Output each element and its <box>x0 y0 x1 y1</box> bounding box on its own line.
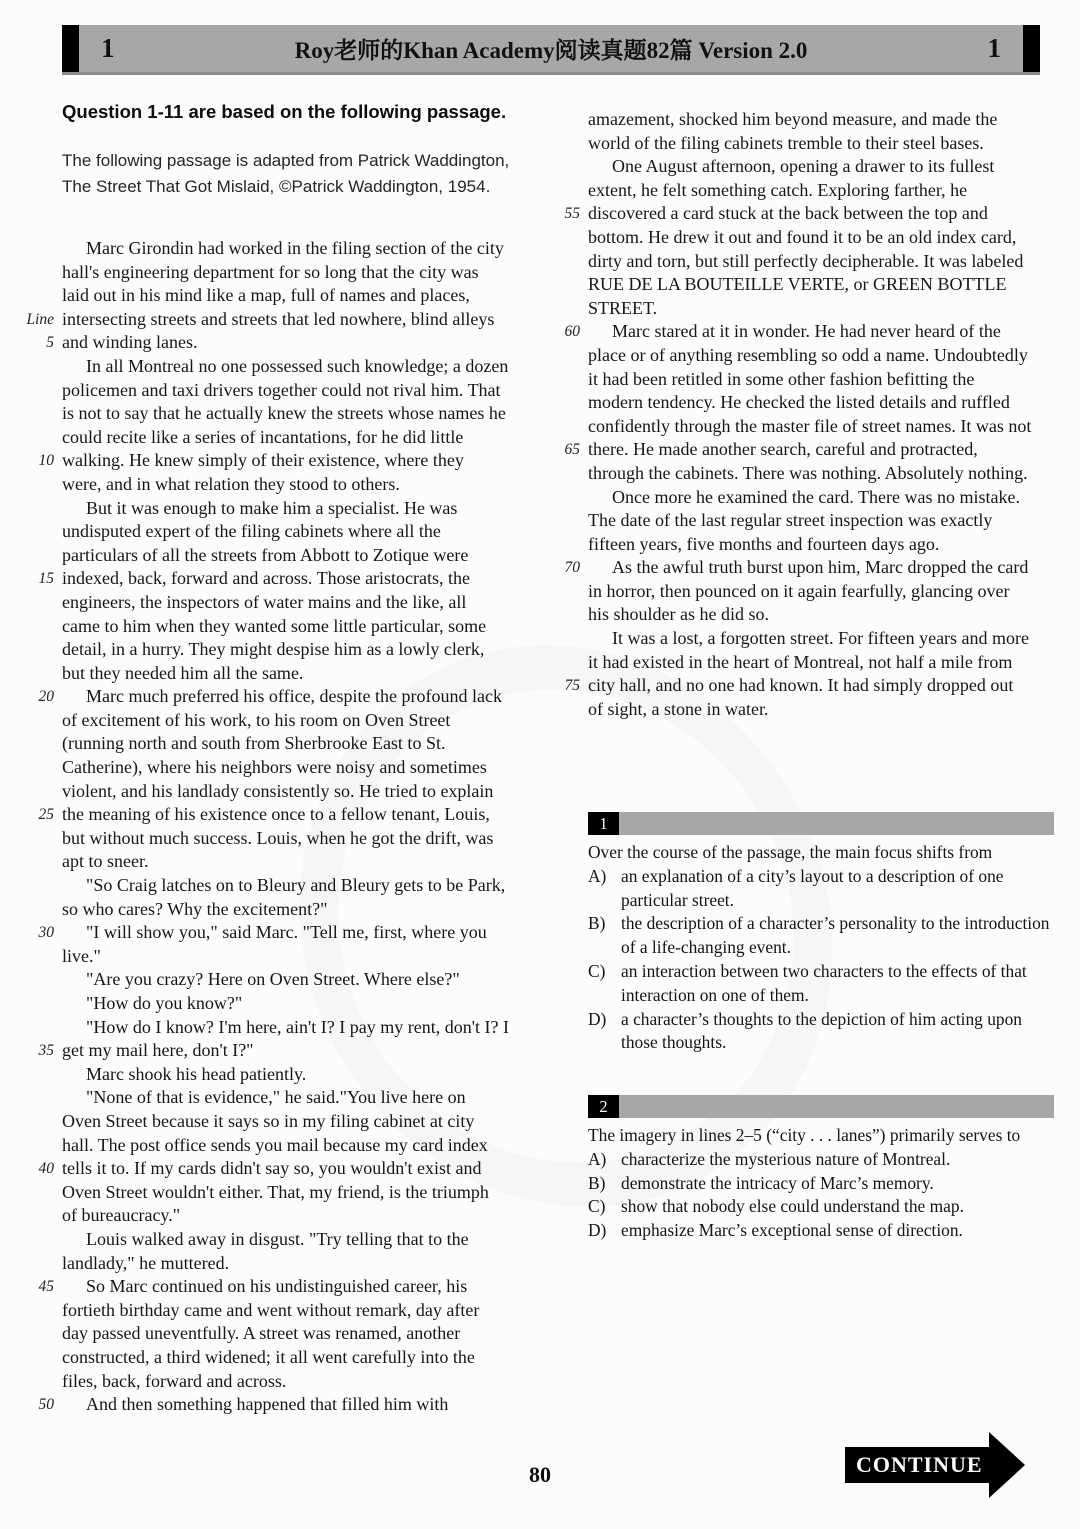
page-header <box>62 25 1040 75</box>
question-2 <box>588 1095 1054 1243</box>
passage-line-text: live." <box>62 945 101 966</box>
passage-line <box>62 1228 546 1252</box>
passage-line-text: RUE DE LA BOUTEILLE VERTE, or GREEN BOTTLE <box>588 274 1007 295</box>
passage-line-text: it had been retitled in some other fashion befitting the <box>588 368 975 389</box>
passage-line <box>62 1204 546 1228</box>
line-number: 70 <box>564 559 580 577</box>
passage-line-text: of excitement of his work, to his room on Oven Street <box>62 709 451 730</box>
passage-line-text: came to him when they wanted some little particular, some <box>62 615 487 636</box>
choice-text: characterize the mysterious nature of Montreal. <box>621 1148 951 1169</box>
passage-line <box>62 638 546 662</box>
passage-line-text: but they needed him all the same. <box>62 662 304 683</box>
passage-line-text: tells it to. If my cards didn't say so, you wouldn't exist and <box>62 1158 482 1179</box>
passage-line-text: files, back, forward and across. <box>62 1370 287 1391</box>
line-number: 40 <box>38 1160 54 1178</box>
passage-line-text: laid out in his mind like a map, full of names and places, <box>62 285 470 306</box>
passage-line-text: extent, he felt something catch. Exploring farther, he <box>588 179 968 200</box>
line-number: Line <box>26 310 54 328</box>
header-title: Roy老师的Khan Academy阅读真题82篇 Version 2.0 <box>294 38 808 63</box>
passage-line <box>564 320 1066 344</box>
passage-line-text: hall. The post office sends you mail because my card index <box>62 1134 488 1155</box>
passage-line-text: get my mail here, don't I?" <box>62 1040 254 1061</box>
passage-line <box>38 567 546 591</box>
passage-line-text: indexed, back, forward and across. Those aristocrats, the <box>62 568 471 589</box>
passage-line-text: Oven Street wouldn't either. That, my friend, is the triumph <box>62 1181 489 1202</box>
choice-text: show that nobody else could understand the map. <box>621 1196 964 1217</box>
passage-line <box>62 284 546 308</box>
passage-line <box>588 297 1066 321</box>
line-number: 65 <box>564 441 580 459</box>
passage-line-text: of sight, a stone in water. <box>588 698 769 719</box>
passage-line <box>62 827 546 851</box>
passage-line <box>62 355 546 379</box>
answer-choice <box>588 1172 1054 1196</box>
passage-line-text: (running north and south from Sherbrooke East to St. <box>62 733 446 754</box>
choice-text: emphasize Marc’s exceptional sense of direction. <box>621 1220 963 1241</box>
passage-line <box>588 132 1066 156</box>
choice-text: the description of a character’s personality to the introduction of a life-changing event. <box>621 913 1050 958</box>
passage-line-text: modern tendency. He checked the listed details and ruffled <box>588 392 1010 413</box>
passage-line-text: Marc much preferred his office, despite the profound lack <box>86 686 503 707</box>
passage-line <box>62 1370 546 1394</box>
header-left-cap <box>62 25 79 72</box>
passage-line <box>588 651 1066 675</box>
passage-line-text: world of the filing cabinets tremble to their steel bases. <box>588 132 984 153</box>
passage-line-text: Once more he examined the card. There was no mistake. <box>612 486 1021 507</box>
line-number: 75 <box>564 677 580 695</box>
passage-line <box>38 1393 546 1417</box>
passage-line <box>588 698 1066 722</box>
passage-line <box>588 108 1066 132</box>
line-number: 10 <box>38 452 54 470</box>
question-1-number: 1 <box>588 812 619 835</box>
passage-line-text: detail, in a hurry. They might despise him as a lowly clerk, <box>62 639 485 660</box>
question-2-stem: The imagery in lines 2–5 (“city . . . lanes”) primarily serves to <box>588 1125 1021 1145</box>
passage-line <box>588 486 1066 510</box>
passage-line-text: "I will show you," said Marc. "Tell me, first, where you <box>86 922 487 943</box>
passage-line <box>588 250 1066 274</box>
passage-line <box>62 520 546 544</box>
passage-line-text: As the awful truth burst upon him, Marc dropped the card <box>612 557 1029 578</box>
passage-line-text: in horror, then pounced on it again fearfully, glancing over <box>588 580 1010 601</box>
passage-line-text: so who cares? Why the excitement?" <box>62 898 328 919</box>
header-section-number-left: 1 <box>101 33 115 63</box>
passage-line-text: The date of the last regular street inspection was exactly <box>588 510 993 531</box>
passage-line-text: Catherine), where his neighbors were noisy and sometimes <box>62 757 487 778</box>
passage-line-text: "Are you crazy? Here on Oven Street. Where else?" <box>86 969 460 990</box>
passage-line <box>62 1134 546 1158</box>
passage-line <box>62 591 546 615</box>
passage-line-text: "None of that is evidence," he said."You live here on <box>86 1087 466 1108</box>
passage-line-text: his shoulder as he did so. <box>588 604 769 625</box>
passage-column-right <box>564 108 1066 721</box>
passage-line <box>62 1322 546 1346</box>
passage-line <box>62 497 546 521</box>
passage-line <box>38 803 546 827</box>
continue-label: CONTINUE <box>845 1447 989 1483</box>
passage-line-text: of bureaucracy." <box>62 1205 181 1226</box>
passage-line-text: it had existed in the heart of Montreal, not half a mile from <box>588 651 1013 672</box>
question-1-number-bar <box>588 812 1054 835</box>
line-number: 55 <box>564 205 580 223</box>
passage-line <box>62 874 546 898</box>
passage-line-text: city hall, and no one had known. It had simply dropped out <box>588 675 1014 696</box>
passage-line-text: amazement, shocked him beyond measure, and made the <box>588 109 998 129</box>
answer-choice <box>588 912 1054 960</box>
passage-line-text: So Marc continued on his undistinguished career, his <box>86 1276 468 1297</box>
question-1-choices <box>588 865 1054 1055</box>
passage-line <box>62 1063 546 1087</box>
passage-line <box>62 850 546 874</box>
choice-text: demonstrate the intricacy of Marc’s memory. <box>621 1172 934 1193</box>
passage-line <box>588 415 1066 439</box>
header-section-number-right: 1 <box>987 33 1001 63</box>
question-2-number-bar <box>588 1095 1054 1118</box>
passage-line <box>26 308 546 332</box>
passage-line-text: is not to say that he actually knew the streets whose names he <box>62 403 506 424</box>
question-1 <box>588 812 1054 1055</box>
passage-line-text: It was a lost, a forgotten street. For fifteen years and more <box>612 628 1030 649</box>
passage-line-text: hall's engineering department for so long that the city was <box>62 261 479 282</box>
answer-choice <box>588 960 1054 1008</box>
answer-choice <box>588 1219 1054 1243</box>
choice-letter: C) <box>588 960 606 981</box>
passage-line <box>62 1252 546 1276</box>
passage-line-text: violent, and his landlady consistently so. He tried to explain <box>62 780 494 801</box>
line-number: 20 <box>38 688 54 706</box>
passage-line <box>564 556 1066 580</box>
passage-intro <box>62 101 546 200</box>
passage-line <box>588 344 1066 368</box>
passage-line <box>62 945 546 969</box>
passage-line-text: Marc Girondin had worked in the filing section of the city <box>86 238 504 258</box>
passage-line <box>62 544 546 568</box>
passage-line-text: engineers, the inspectors of water mains and the like, all <box>62 591 467 612</box>
passage-line <box>62 615 546 639</box>
passage-line <box>62 1016 546 1040</box>
passage-line-text: Louis walked away in disgust. "Try telling that to the <box>86 1228 469 1249</box>
passage-line <box>62 1110 546 1134</box>
passage-line <box>38 685 546 709</box>
passage-line-text: One August afternoon, opening a drawer to its fullest <box>612 156 995 177</box>
passage-line <box>38 449 546 473</box>
passage-line <box>38 1039 546 1063</box>
passage-line-text: undisputed expert of the filing cabinets where all the <box>62 521 441 542</box>
passage-line-text: discovered a card stuck at the back between the top and <box>588 203 988 224</box>
passage-line-text: walking. He knew simply of their existence, where they <box>62 450 464 471</box>
passage-line-text: policemen and taxi drivers together could not rival him. That <box>62 379 501 400</box>
passage-line-text: landlady," he muttered. <box>62 1252 230 1273</box>
answer-choice <box>588 865 1054 913</box>
passage-line <box>588 580 1066 604</box>
passage-line-text: In all Montreal no one possessed such knowledge; a dozen <box>86 355 509 376</box>
passage-line-text: fifteen years, five months and fourteen days ago. <box>588 533 940 554</box>
passage-line-text: dirty and torn, but still perfectly decipherable. It was labeled <box>588 250 1024 271</box>
choice-text: an interaction between two characters to the effects of that interaction on one of them. <box>621 960 1027 1005</box>
passage-line-text: constructed, a third widened; it all went carefully into the <box>62 1346 475 1367</box>
passage-line <box>588 155 1066 179</box>
passage-line <box>62 756 546 780</box>
passage-line-text: day passed uneventfully. A street was renamed, another <box>62 1323 461 1344</box>
passage-line-text: "How do you know?" <box>86 993 243 1013</box>
line-number: 5 <box>46 334 54 352</box>
passage-column-left <box>26 237 546 1417</box>
passage-line <box>588 226 1066 250</box>
choice-letter: D) <box>588 1008 607 1029</box>
line-number: 25 <box>38 806 54 824</box>
passage-line <box>588 603 1066 627</box>
choice-text: a character’s thoughts to the depiction of him acting upon those thoughts. <box>621 1008 1023 1053</box>
passage-line <box>62 732 546 756</box>
question-2-choices <box>588 1148 1054 1243</box>
choice-letter: B) <box>588 1172 606 1193</box>
passage-directions: Question 1-11 are based on the following passage. <box>62 101 507 122</box>
passage-line <box>62 709 546 733</box>
choice-letter: C) <box>588 1196 606 1217</box>
passage-line-text: Marc stared at it in wonder. He had never heard of the <box>612 321 1001 342</box>
passage-line-text: Oven Street because it says so in my filing cabinet at city <box>62 1110 475 1131</box>
continue-arrow-icon <box>989 1432 1025 1498</box>
passage-line <box>588 391 1066 415</box>
passage-line <box>588 462 1066 486</box>
passage-line <box>564 202 1066 226</box>
passage-line-text: and winding lanes. <box>62 332 198 353</box>
passage-line <box>588 273 1066 297</box>
passage-line <box>38 1275 546 1299</box>
answer-choice <box>588 1148 1054 1172</box>
passage-line-text: could recite like a series of incantations, for he did little <box>62 426 464 447</box>
passage-line <box>62 379 546 403</box>
passage-line-text: STREET. <box>588 297 658 318</box>
passage-line-text: there. He made another search, careful and protracted, <box>588 439 978 460</box>
passage-line-text: through the cabinets. There was nothing. Absolutely nothing. <box>588 462 1028 483</box>
passage-line <box>46 331 546 355</box>
passage-line <box>62 1299 546 1323</box>
choice-letter: D) <box>588 1220 607 1241</box>
passage-line-text: intersecting streets and streets that led nowhere, blind alleys <box>62 308 495 329</box>
passage-line-text: particulars of all the streets from Abbott to Zotique were <box>62 544 469 565</box>
line-number: 60 <box>564 323 580 341</box>
passage-line-text: confidently through the master file of street names. It was not <box>588 415 1032 436</box>
passage-line <box>62 402 546 426</box>
passage-line-text: Marc shook his head patiently. <box>86 1063 307 1084</box>
passage-line <box>62 237 546 261</box>
passage-line-text: were, and in what relation they stood to others. <box>62 473 400 494</box>
passage-line-text: apt to sneer. <box>62 851 149 872</box>
passage-line-text: the meaning of his existence once to a fellow tenant, Louis, <box>62 804 490 825</box>
answer-choice <box>588 1008 1054 1056</box>
continue-button[interactable] <box>845 1432 1025 1498</box>
choice-letter: A) <box>588 1148 607 1169</box>
passage-line-text: But it was enough to make him a specialist. He was <box>86 497 458 518</box>
passage-line <box>62 1086 546 1110</box>
passage-line <box>62 898 546 922</box>
passage-line <box>62 1181 546 1205</box>
passage-line <box>62 473 546 497</box>
passage-line <box>62 1346 546 1370</box>
choice-letter: A) <box>588 865 607 886</box>
passage-line <box>38 1157 546 1181</box>
header-right-cap <box>1023 25 1040 72</box>
passage-source-note: The following passage is adapted from Patrick Waddington, The Street That Got Mislaid, ©Patrick Waddington, 1954. <box>62 151 510 196</box>
passage-line <box>588 509 1066 533</box>
passage-line-text: but without much success. Louis, when he got the drift, was <box>62 827 494 848</box>
passage-line <box>62 662 546 686</box>
passage-line <box>588 368 1066 392</box>
choice-text: an explanation of a city’s layout to a description of one particular street. <box>621 865 1004 910</box>
passage-line-text: And then something happened that filled him with <box>86 1394 449 1415</box>
passage-line-text: place or of anything resembling so odd a name. Undoubtedly <box>588 344 1028 365</box>
passage-line <box>38 921 546 945</box>
line-number: 15 <box>38 570 54 588</box>
passage-line-text: bottom. He drew it out and found it to be an old index card, <box>588 226 1017 247</box>
passage-line <box>62 261 546 285</box>
passage-line <box>564 674 1066 698</box>
passage-line <box>62 426 546 450</box>
line-number: 30 <box>38 924 54 942</box>
passage-line-text: "How do I know? I'm here, ain't I? I pay my rent, don't I? I <box>86 1016 509 1037</box>
passage-line <box>62 968 546 992</box>
passage-line-text: fortieth birthday came and went without remark, day after <box>62 1299 480 1320</box>
line-number: 35 <box>38 1042 54 1060</box>
answer-choice <box>588 1195 1054 1219</box>
question-1-stem: Over the course of the passage, the main focus shifts from <box>588 842 993 862</box>
passage-line <box>62 780 546 804</box>
passage-line <box>588 627 1066 651</box>
passage-line <box>62 992 546 1016</box>
line-number: 45 <box>38 1278 54 1296</box>
passage-line <box>564 438 1066 462</box>
page-number: 80 <box>529 1462 551 1487</box>
passage-line <box>588 179 1066 203</box>
question-2-number: 2 <box>588 1095 619 1118</box>
line-number: 50 <box>38 1396 54 1414</box>
passage-line <box>588 533 1066 557</box>
choice-letter: B) <box>588 913 606 934</box>
passage-line-text: "So Craig latches on to Bleury and Bleury gets to be Park, <box>86 875 506 896</box>
